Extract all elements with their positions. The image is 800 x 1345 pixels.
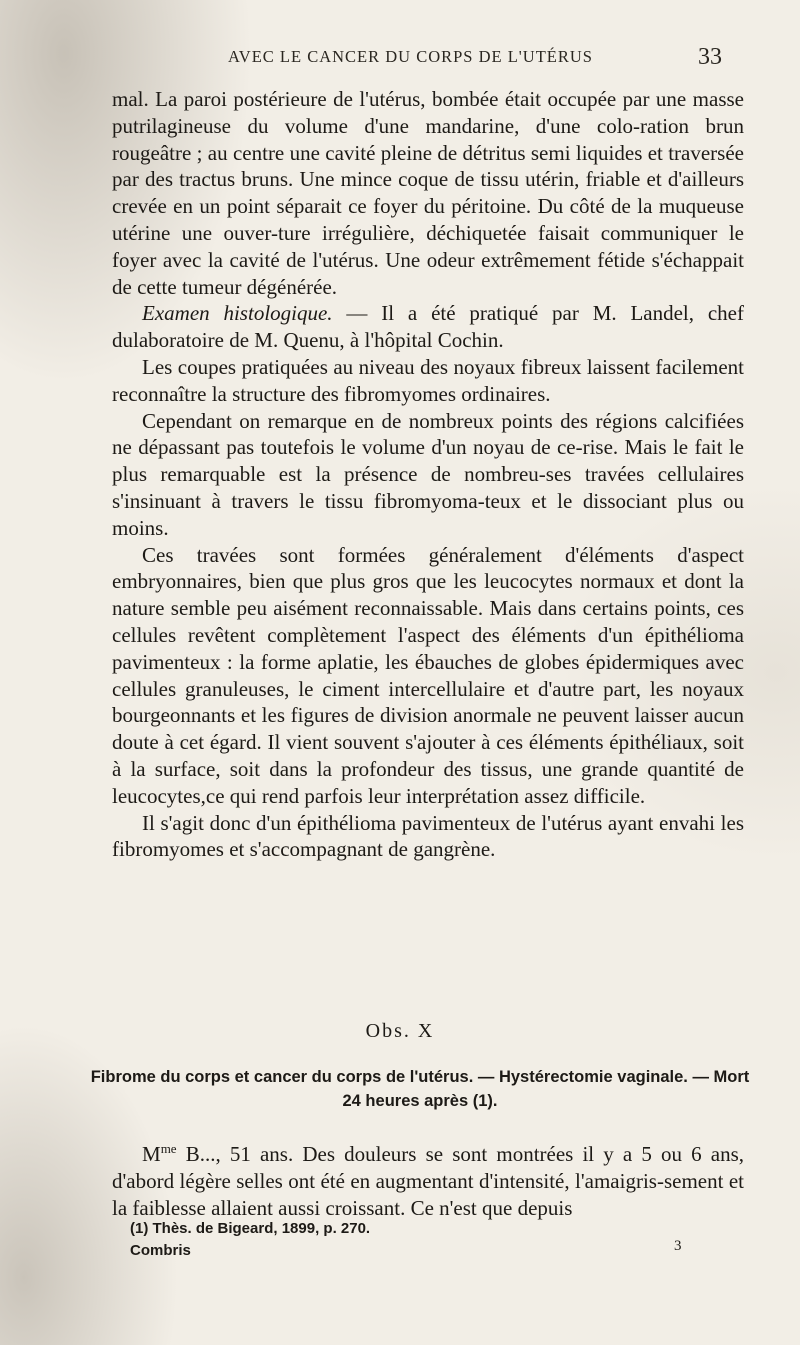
observation-heading: Obs. X [365, 1020, 435, 1042]
running-head: AVEC LE CANCER DU CORPS DE L'UTÉRUS [228, 47, 593, 66]
body-text [112, 86, 744, 863]
case-body [112, 1136, 744, 1221]
paragraph-2-lead: Examen histologique. [142, 301, 333, 326]
paragraph-2 [112, 300, 744, 354]
page-number: 33 [698, 44, 722, 70]
paragraph-1 [112, 86, 744, 300]
paragraph-6-text: Il s'agit donc d'un épithélioma pavimenteux de l'utérus ayant envahi les fibromyomes et s'accompagnant de gangrène. [112, 810, 744, 862]
footnote [130, 1218, 370, 1262]
paragraph-5-text: Ces travées sont formées généralement d'éléments d'aspect embryonnaires, bien que plus gros que les leucocytes normaux et dont la nature semble peu aisément reconnaissable. Mais dans certains points, ces cellules revêtent complètement l'aspect des éléments d'un épithélioma pavimenteux : la forme aplatie, les ébauches de globes épidermiques avec cellules granuleuses, le ciment intercellulaire et d'autre part, les noyaux bourgeonnants et les figures de division anormale ne peuvent laisser aucun doute à cet égard. Il vient souvent s'ajouter à ces éléments épithéliaux, soit à la surface, soit dans la profondeur des tissus, une grande quantité de leucocytes,ce qui rend parfois leur interprétation assez difficile. [112, 542, 744, 808]
paragraph-4-text: Cependant on remarque en de nombreux points des régions calcifiées ne dépassant pas toutefois le volume d'un noyau de ce-rise. Mais le fait le plus remarquable est la présence de nombreu-ses travées cellulaires s'insinuant à travers le tissu fibromyoma-teux et le dissociant plus ou moins. [112, 408, 744, 540]
case-body-sup: me [160, 1141, 177, 1156]
paragraph-2-text: — Il a été pratiqué par M. Landel, chef dulaboratoire de M. Quenu, à l'hôpital Cochin. [112, 301, 744, 353]
paragraph-3-text: Les coupes pratiquées au niveau des noyaux fibreux laissent facilement reconnaître la structure des fibromyomes ordinaires. [112, 354, 744, 406]
paragraph-4 [112, 408, 744, 542]
paragraph-5 [112, 542, 744, 810]
case-body-text: B..., 51 ans. Des douleurs se sont montrées il y a 5 ou 6 ans, d'abord légère selles ont été en augmentant d'intensité, l'amaigris-sement et la faiblesse allaient aussi croissant. Ce n'est que depuis [112, 1142, 744, 1220]
footnote-line-1: (1) Thès. de Bigeard, 1899, p. 270. [130, 1220, 371, 1237]
footnote-line-2: Combris [130, 1242, 191, 1259]
case-body-prefix: M [142, 1142, 161, 1166]
paragraph-6 [112, 810, 744, 864]
case-title: Fibrome du corps et cancer du corps de l'utérus. — Hystérectomie vaginale. — Mort 24 heures après (1). [90, 1068, 750, 1110]
paragraph-1-text: mal. La paroi postérieure de l'utérus, bombée était occupée par une masse putrilagineuse du volume d'une mandarine, d'une colo-ration brun rougeâtre ; au centre une cavité pleine de détritus semi liquides et traversée par des tractus bruns. Une mince coque de tissu utérin, friable et d'ailleurs crevée en un point séparait ce foyer du péritoine. Du côté de la muqueuse utérine une ouver-ture irrégulière, déchiquetée faisait communiquer le foyer avec la cavité de l'utérus. Une odeur extrêmement fétide s'échappait de cette tumeur dégénérée. [112, 87, 744, 299]
paragraph-3 [112, 354, 744, 408]
signature-mark: 3 [674, 1238, 682, 1254]
